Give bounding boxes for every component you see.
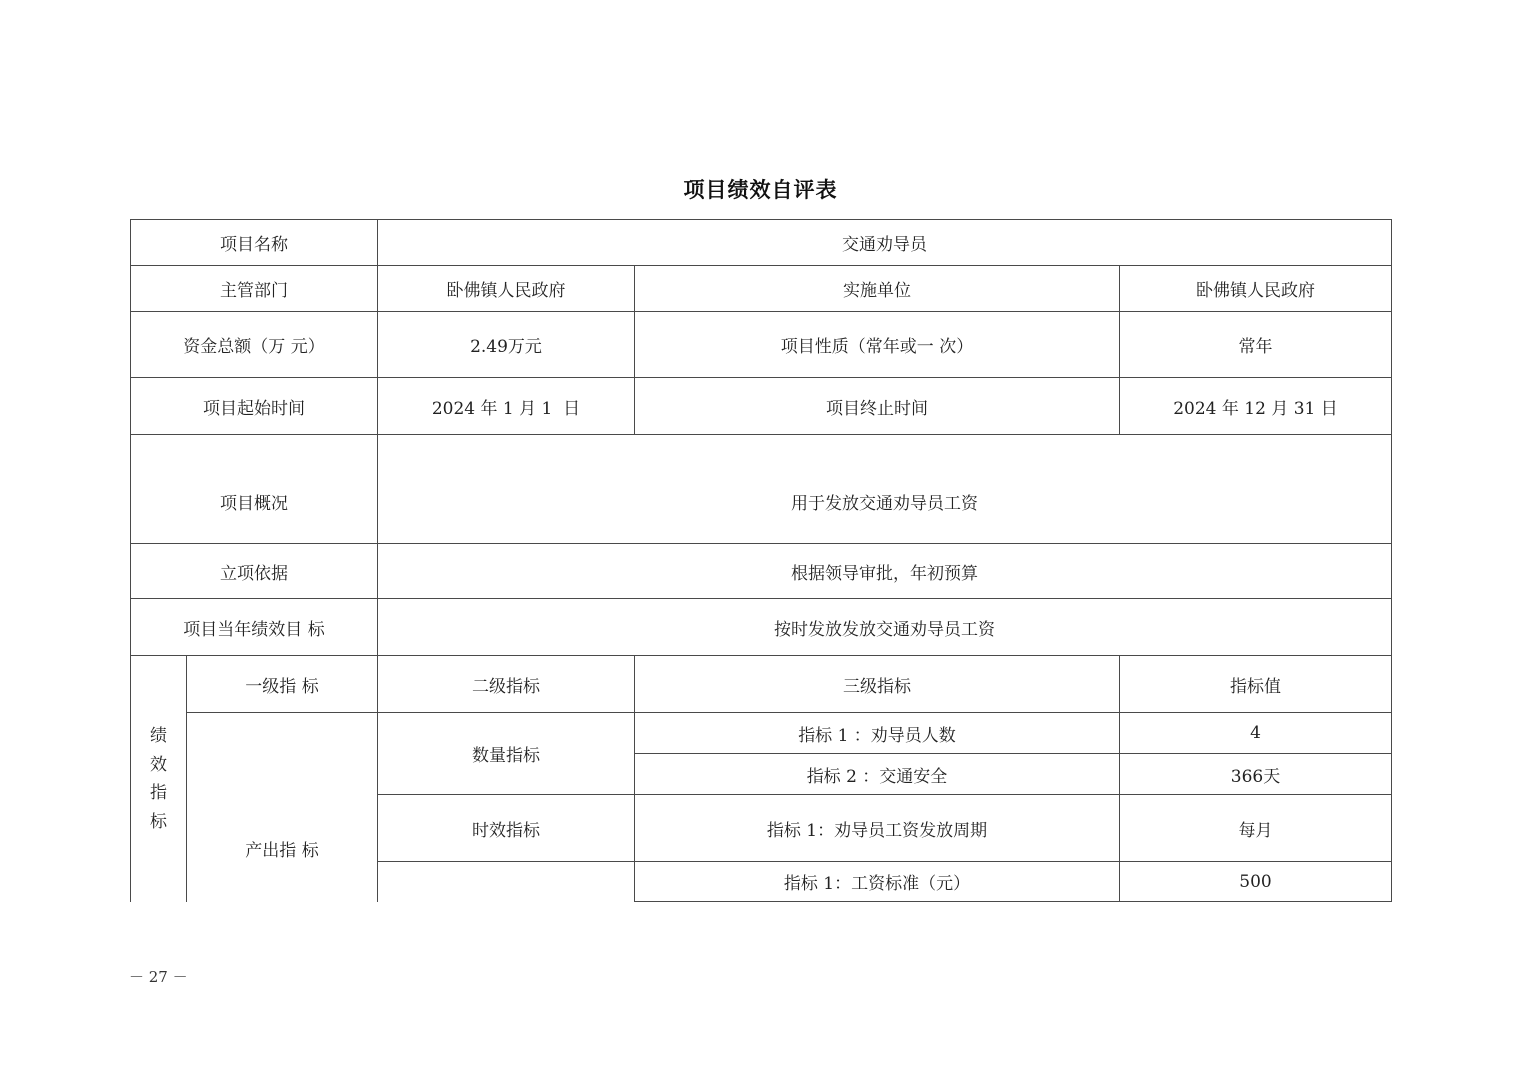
side-label-char: 效 bbox=[150, 754, 167, 775]
start-time-value: 2024 年 1 月 1 日 bbox=[431, 398, 581, 419]
start-time-label: 项目起始时间 bbox=[203, 398, 305, 419]
implementing-unit-value: 卧佛镇人民政府 bbox=[1196, 281, 1315, 301]
total-fund-label: 资金总额（万 元） bbox=[183, 337, 325, 357]
output-indicator-label: 产出指 标 bbox=[245, 840, 319, 861]
project-nature-value: 常年 bbox=[1238, 337, 1273, 357]
timeliness-indicator-label: 时效指标 bbox=[472, 820, 540, 841]
project-nature-label: 项目性质（常年或一 次） bbox=[780, 337, 974, 357]
side-label-char: 绩 bbox=[150, 726, 167, 746]
page-number: － 27 － bbox=[129, 968, 188, 986]
side-label-char: 标 bbox=[150, 811, 167, 832]
page-title: 项目绩效自评表 bbox=[683, 177, 838, 202]
performance-indicator-side-label bbox=[131, 722, 186, 836]
quantity-indicator-label: 数量指标 bbox=[472, 746, 540, 766]
header-level3: 三级指标 bbox=[843, 676, 911, 697]
end-time-value: 2024 年 12 月 31 日 bbox=[1173, 398, 1338, 419]
annual-goal-label: 项目当年绩效目 标 bbox=[183, 619, 325, 640]
end-time-label: 项目终止时间 bbox=[826, 398, 928, 419]
overview-value: 用于发放交通劝导员工资 bbox=[791, 493, 978, 514]
project-name-value: 交通劝导员 bbox=[842, 235, 927, 255]
header-level1: 一级指 标 bbox=[245, 676, 319, 697]
basis-label: 立项依据 bbox=[220, 563, 288, 584]
header-value: 指标值 bbox=[1230, 676, 1281, 697]
overview-label: 项目概况 bbox=[220, 493, 288, 514]
indicator-value: 4 bbox=[1250, 723, 1261, 743]
indicator-value: 每月 bbox=[1238, 820, 1273, 841]
total-fund-value: 2.49万元 bbox=[470, 337, 542, 357]
indicator-name: 指标 1 ：劝导员人数 bbox=[798, 725, 956, 746]
indicator-value: 366天 bbox=[1230, 766, 1281, 787]
header-level2: 二级指标 bbox=[472, 676, 540, 697]
department-value: 卧佛镇人民政府 bbox=[446, 281, 566, 301]
annual-goal-value: 按时发放发放交通劝导员工资 bbox=[774, 619, 995, 640]
indicator-value: 500 bbox=[1239, 871, 1272, 892]
implementing-unit-label: 实施单位 bbox=[843, 281, 911, 301]
indicator-name: 指标 1：劝导员工资发放周期 bbox=[766, 820, 988, 841]
project-name-label: 项目名称 bbox=[220, 235, 288, 255]
side-label-char: 指 bbox=[150, 783, 167, 803]
indicator-name: 指标 1：工资标准（元） bbox=[783, 874, 971, 894]
basis-value: 根据领导审批，年初预算 bbox=[791, 563, 978, 584]
indicator-name: 指标 2 ：交通安全 bbox=[806, 766, 948, 787]
department-label: 主管部门 bbox=[220, 281, 288, 301]
